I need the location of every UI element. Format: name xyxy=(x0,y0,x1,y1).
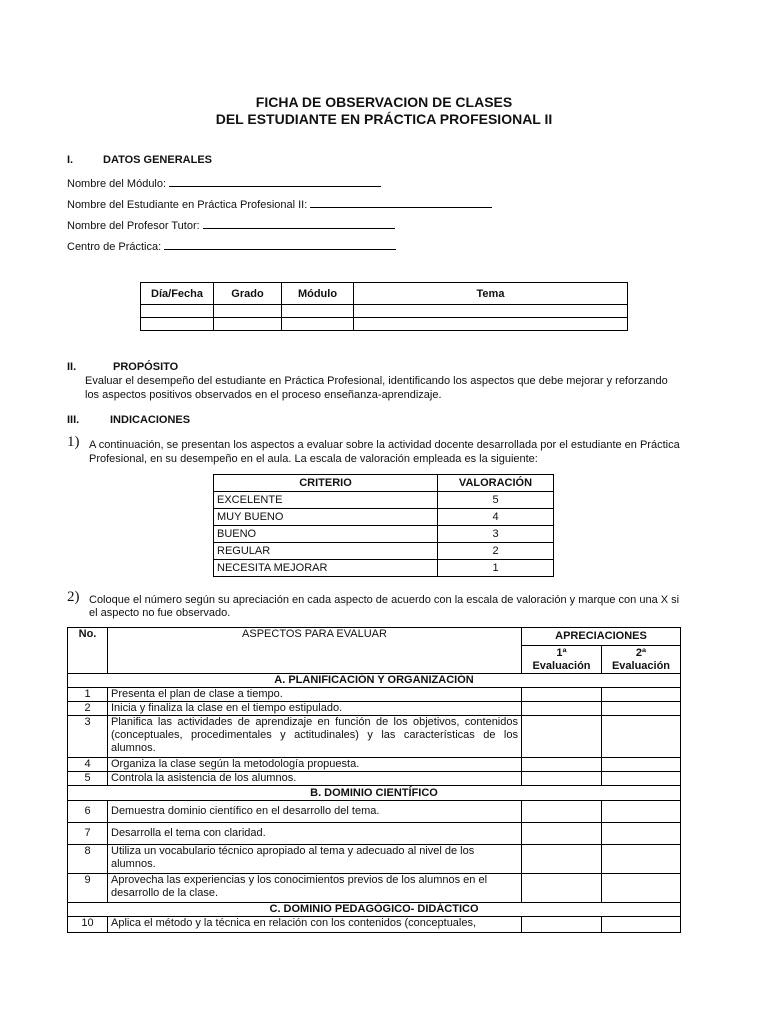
eval-cell-second[interactable] xyxy=(602,702,681,716)
eval-cell-first[interactable] xyxy=(522,845,602,874)
info-cell[interactable] xyxy=(141,318,214,331)
eval-row-number: 8 xyxy=(68,845,108,874)
eval-header-aspects: ASPECTOS PARA EVALUAR xyxy=(108,628,522,674)
eval-row-number: 1 xyxy=(68,688,108,702)
eval-row-number: 2 xyxy=(68,702,108,716)
eval-cell-second[interactable] xyxy=(602,801,681,823)
scale-value: 5 xyxy=(438,492,554,509)
eval-row-aspect: Controla la asistencia de los alumnos. xyxy=(108,772,522,786)
section1-number: I. xyxy=(67,154,74,166)
eval-row-aspect: Organiza la clase según la metodología propuesta. xyxy=(108,758,522,772)
info-cell[interactable] xyxy=(141,305,214,318)
scale-value: 1 xyxy=(438,560,554,577)
item1-number: 1) xyxy=(67,434,80,450)
eval-cell-first[interactable] xyxy=(522,688,602,702)
eval-cell-first[interactable] xyxy=(522,823,602,845)
info-cell[interactable] xyxy=(354,318,628,331)
eval-row-aspect: Inicia y finaliza la clase en el tiempo estipulado. xyxy=(108,702,522,716)
field-modulo-line[interactable] xyxy=(169,176,381,187)
section1-title: DATOS GENERALES xyxy=(103,154,212,166)
info-header-modulo: Módulo xyxy=(282,283,354,305)
eval-row-aspect: Demuestra dominio científico en el desarrollo del tema. xyxy=(108,801,522,823)
field-modulo-label: Nombre del Módulo: xyxy=(67,178,167,190)
scale-criterion: MUY BUENO xyxy=(214,509,438,526)
eval-row-aspect: Utiliza un vocabulario técnico apropiado al tema y adecuado al nivel de los alumnos. xyxy=(108,845,522,874)
eval-row-number: 10 xyxy=(68,917,108,933)
eval-cell-first[interactable] xyxy=(522,801,602,823)
info-cell[interactable] xyxy=(214,305,282,318)
scale-value: 4 xyxy=(438,509,554,526)
item1-text-line1: A continuación, se presentan los aspectos a evaluar sobre la actividad docente desarrollada por el estudiante en Práctica xyxy=(89,439,680,451)
eval-cell-first[interactable] xyxy=(522,758,602,772)
eval-row-number: 9 xyxy=(68,874,108,903)
info-header-tema: Tema xyxy=(354,283,628,305)
eval-row-aspect: Aplica el método y la técnica en relación con los contenidos (conceptuales, xyxy=(108,917,522,933)
evaluation-table xyxy=(67,627,681,933)
section2-title: PROPÓSITO xyxy=(113,361,179,373)
section3-title: INDICACIONES xyxy=(110,414,191,426)
eval-cell-first[interactable] xyxy=(522,702,602,716)
scale-criterion: NECESITA MEJORAR xyxy=(214,560,438,577)
info-header-fecha: Día/Fecha xyxy=(141,283,214,305)
scale-header-valoracion: VALORACIÓN xyxy=(438,475,554,492)
eval-header-first-ordinal: 1ª xyxy=(556,646,567,659)
eval-row-aspect: Planifica las actividades de aprendizaje en función de los objetivos, contenidos (conceptuales, procedimentales y actitudinales) y las características de los alumnos. xyxy=(108,716,522,758)
eval-row-number: 6 xyxy=(68,801,108,823)
item1-text-line2: Profesional, en su desempeño en el aula. La escala de valoración empleada es la siguiente: xyxy=(89,453,538,465)
eval-cell-first[interactable] xyxy=(522,772,602,786)
info-header-grado: Grado xyxy=(214,283,282,305)
eval-row-aspect: Aprovecha las experiencias y los conocimientos previos de los alumnos en el desarrollo de la clase. xyxy=(108,874,522,903)
eval-row-number: 4 xyxy=(68,758,108,772)
eval-row-aspect: Presenta el plan de clase a tiempo. xyxy=(108,688,522,702)
scale-criterion: EXCELENTE xyxy=(214,492,438,509)
item2-text-line1: Coloque el número según su apreciación en cada aspecto de acuerdo con la escala de valoración y marque con una X si xyxy=(89,594,680,606)
eval-cell-second[interactable] xyxy=(602,772,681,786)
eval-cell-second[interactable] xyxy=(602,758,681,772)
item2-number: 2) xyxy=(67,589,80,605)
eval-row-number: 3 xyxy=(68,716,108,758)
eval-row-aspect: Desarrolla el tema con claridad. xyxy=(108,823,522,845)
info-cell[interactable] xyxy=(354,305,628,318)
scale-value: 2 xyxy=(438,543,554,560)
eval-cell-first[interactable] xyxy=(522,716,602,758)
eval-row-number: 7 xyxy=(68,823,108,845)
scale-criterion: BUENO xyxy=(214,526,438,543)
section2-number: II. xyxy=(67,361,77,373)
eval-cell-second[interactable] xyxy=(602,874,681,903)
field-estudiante-label: Nombre del Estudiante en Práctica Profesional II: xyxy=(67,199,308,211)
scale-table xyxy=(213,474,554,577)
info-cell[interactable] xyxy=(214,318,282,331)
eval-cell-second[interactable] xyxy=(602,845,681,874)
eval-header-apreciaciones: APRECIACIONES xyxy=(522,628,681,646)
eval-section-a: A. PLANIFICACIÓN Y ORGANIZACIÓN xyxy=(68,674,681,688)
field-tutor[interactable] xyxy=(67,218,395,233)
field-centro-line[interactable] xyxy=(164,239,396,250)
purpose-text-line1: Evaluar el desempeño del estudiante en Práctica Profesional, identificando los aspectos que debe mejorar y reforzando xyxy=(85,375,668,387)
eval-cell-first[interactable] xyxy=(522,917,602,933)
field-tutor-label: Nombre del Profesor Tutor: xyxy=(67,220,200,232)
field-estudiante-line[interactable] xyxy=(310,197,492,208)
eval-row-number: 5 xyxy=(68,772,108,786)
eval-cell-second[interactable] xyxy=(602,716,681,758)
eval-header-first xyxy=(522,646,602,674)
info-table xyxy=(140,282,628,331)
eval-header-no: No. xyxy=(68,628,108,674)
section3-number: III. xyxy=(67,414,80,426)
document-title-line2: DEL ESTUDIANTE EN PRÁCTICA PROFESIONAL II xyxy=(215,111,553,127)
field-tutor-line[interactable] xyxy=(203,218,395,229)
document-title-line1: FICHA DE OBSERVACION DE CLASES xyxy=(255,94,513,110)
scale-header-criterio: CRITERIO xyxy=(214,475,438,492)
eval-cell-second[interactable] xyxy=(602,688,681,702)
info-cell[interactable] xyxy=(282,318,354,331)
eval-cell-second[interactable] xyxy=(602,917,681,933)
eval-header-first-label: Evaluación xyxy=(532,659,591,672)
eval-cell-first[interactable] xyxy=(522,874,602,903)
item2-text-line2: el aspecto no fue observado. xyxy=(89,607,231,619)
scale-criterion: REGULAR xyxy=(214,543,438,560)
eval-header-second-label: Evaluación xyxy=(611,659,671,672)
eval-cell-second[interactable] xyxy=(602,823,681,845)
field-estudiante[interactable] xyxy=(67,197,492,212)
purpose-text-line2: los aspectos positivos observados en el proceso enseñanza-aprendizaje. xyxy=(85,389,442,401)
eval-header-second xyxy=(602,646,681,674)
eval-header-second-ordinal: 2ª xyxy=(635,646,647,659)
field-modulo[interactable] xyxy=(67,176,381,191)
eval-section-b: B. DOMINIO CIENTÍFICO xyxy=(68,786,681,801)
field-centro-label: Centro de Práctica: xyxy=(67,241,162,253)
info-cell[interactable] xyxy=(282,305,354,318)
eval-section-c: C. DOMINIO PEDAGÓGICO- DIDÁCTICO xyxy=(68,903,681,917)
field-centro[interactable] xyxy=(67,239,396,254)
scale-value: 3 xyxy=(438,526,554,543)
